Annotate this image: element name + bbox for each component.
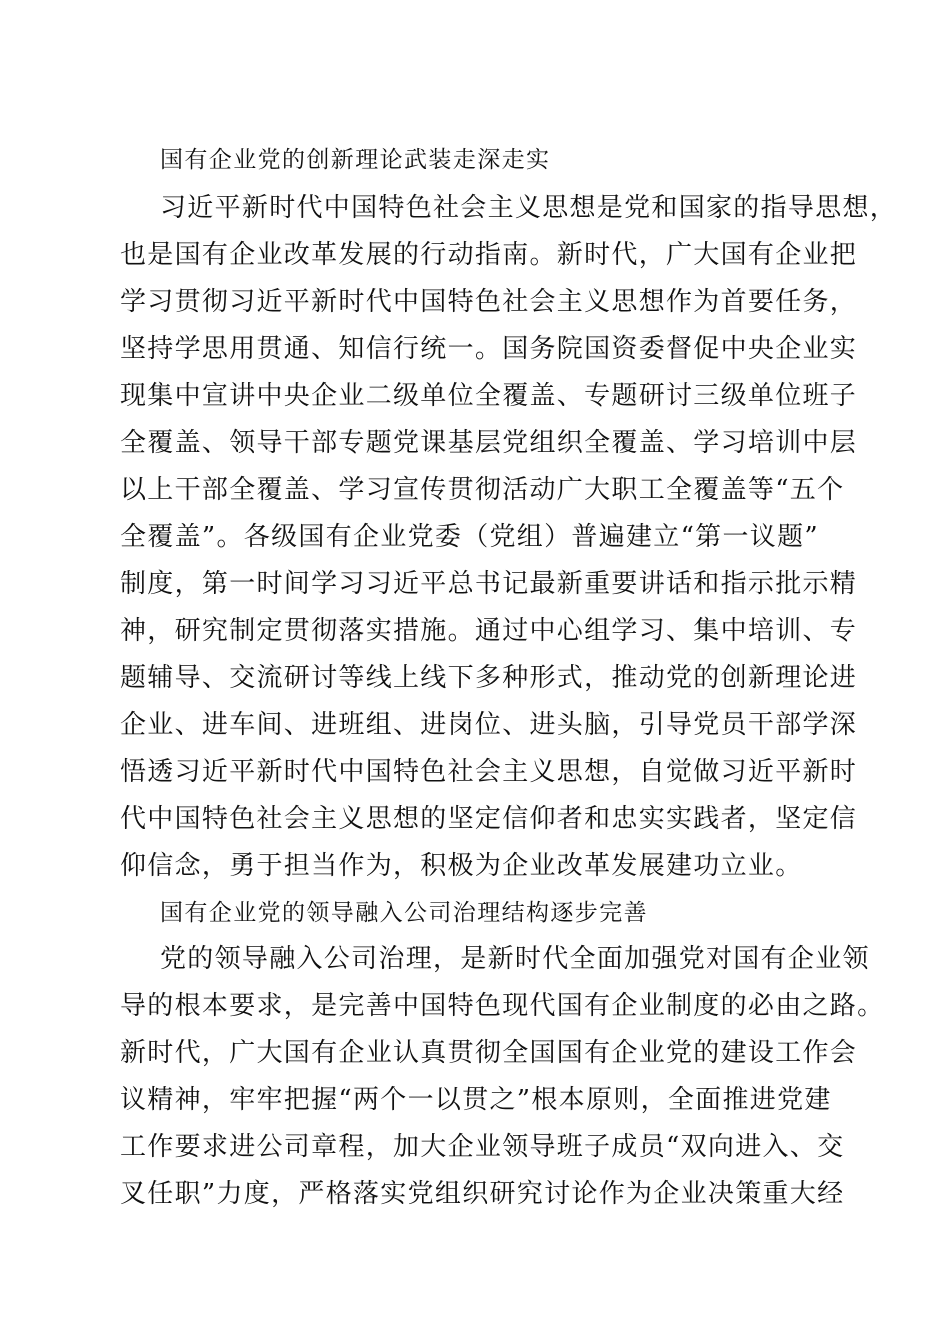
paragraph-line: 制度，第一时间学习习近平总书记最新重要讲话和指示批示精: [120, 569, 858, 599]
paragraph-line: 导的根本要求，是完善中国特色现代国有企业制度的必由之路。: [120, 991, 885, 1021]
paragraph-line: 叉任职”力度，严格落实党组织研究讨论作为企业决策重大经: [120, 1179, 845, 1209]
paragraph-line: 以上干部全覆盖、学习宣传贯彻活动广大职工全覆盖等“五个: [120, 475, 845, 505]
paragraph-line: 议精神，牢牢把握“两个一以贯之”根本原则，全面推进党建: [120, 1085, 832, 1115]
paragraph-line: 现集中宣讲中央企业二级单位全覆盖、专题研讨三级单位班子: [120, 381, 858, 411]
paragraph-line: 学习贯彻习近平新时代中国特色社会主义思想作为首要任务，: [120, 287, 858, 317]
paragraph-line: 全覆盖”。各级国有企业党委（党组）普遍建立“第一议题”: [120, 522, 819, 552]
paragraph-line: 习近平新时代中国特色社会主义思想是党和国家的指导思想，: [160, 193, 898, 223]
paragraph-line: 党的领导融入公司治理，是新时代全面加强党对国有企业领: [160, 944, 870, 974]
paragraph-line: 坚持学思用贯通、知信行统一。国务院国资委督促中央企业实: [120, 334, 858, 364]
paragraph-line: 神，研究制定贯彻落实措施。通过中心组学习、集中培训、专: [120, 616, 858, 646]
paragraph-line: 悟透习近平新时代中国特色社会主义思想，自觉做习近平新时: [120, 757, 858, 787]
paragraph-line: 代中国特色社会主义思想的坚定信仰者和忠实实践者，坚定信: [120, 804, 858, 834]
paragraph-line: 题辅导、交流研讨等线上线下多种形式，推动党的创新理论进: [120, 663, 858, 693]
paragraph-line: 仰信念，勇于担当作为，积极为企业改革发展建功立业。: [120, 851, 803, 881]
paragraph-line: 全覆盖、领导干部专题党课基层党组织全覆盖、学习培训中层: [120, 428, 858, 458]
paragraph-line: 企业、进车间、进班组、进岗位、进头脑，引导党员干部学深: [120, 710, 858, 740]
paragraph-line: 工作要求进公司章程，加大企业领导班子成员“双向进入、交: [120, 1132, 845, 1162]
paragraph-line: 新时代，广大国有企业认真贯彻全国国有企业党的建设工作会: [120, 1038, 858, 1068]
section-heading-2: 国有企业党的领导融入公司治理结构逐步完善: [160, 900, 648, 926]
section-heading-1: 国有企业党的创新理论武装走深走实: [160, 147, 551, 173]
paragraph-line: 也是国有企业改革发展的行动指南。新时代，广大国有企业把: [120, 240, 858, 270]
